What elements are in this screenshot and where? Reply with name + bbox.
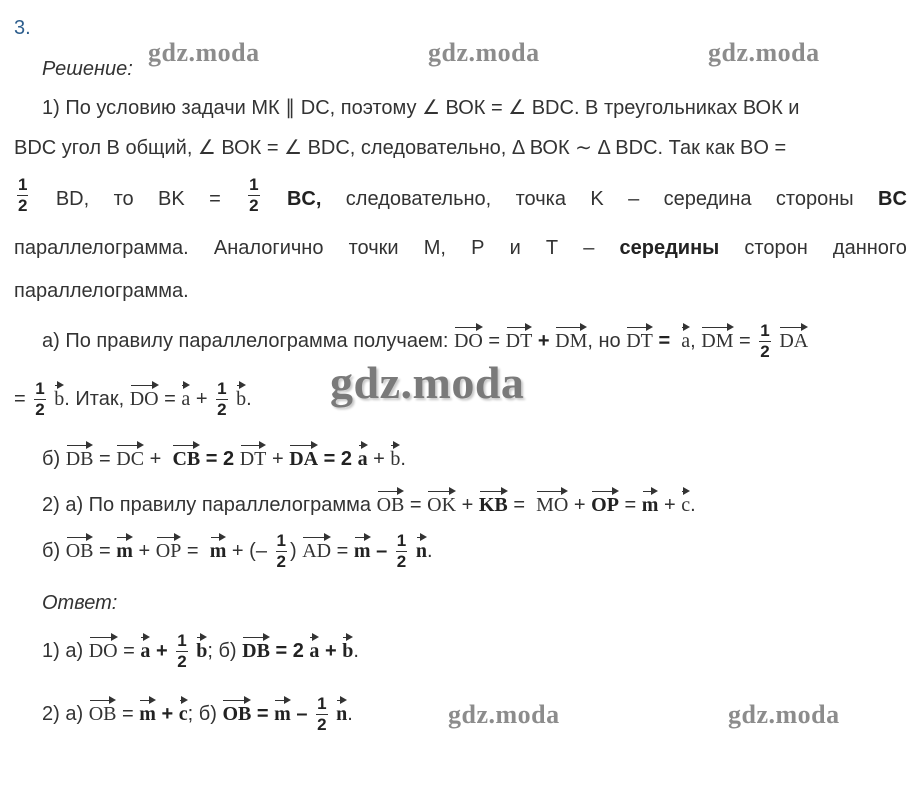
paragraph-1-line-4: параллелограмма. Аналогично точки M, P и T – середины сторон данного xyxy=(14,237,907,259)
fraction-one-half: $\frac{1}{2}$ xyxy=(217,379,227,420)
answer-label: Ответ: xyxy=(42,592,118,614)
paragraph-1-line-5: параллелограмма. xyxy=(14,280,189,302)
answer-1-line: 1) а) DO = a + $\frac{1}{2}$ b; б) DB = 2 a + b. xyxy=(42,631,359,672)
paragraph-1-line-1: 1) По условию задачи МК ∥ DC, поэтому ∠ ВОК = ∠ BDC. В треугольниках ВОК и xyxy=(42,97,800,119)
watermark: gdz.moda xyxy=(728,700,840,729)
fraction-one-half: $\frac{1}{2}$ xyxy=(35,379,45,420)
fraction-one-half: $\frac{1}{2}$ xyxy=(396,531,407,572)
watermark-large: gdz.moda xyxy=(330,357,525,408)
part-2a-line: 2) а) По правилу параллелограмма OB = OK + KB = MO + OP = m + c. xyxy=(42,488,696,517)
fraction-one-half: $\frac{1}{2}$ xyxy=(249,175,259,215)
part-b-line: б) DB = DC + CB = 2 DT + DA = 2 a + b. xyxy=(42,442,406,471)
fraction-one-half: $\frac{1}{2}$ xyxy=(317,694,327,735)
fraction-one-half: $\frac{1}{2}$ xyxy=(177,631,187,672)
task-number: 3. xyxy=(14,17,31,39)
paragraph-1-line-3: 1 2 BD, то BK = $\frac{1}{2}$ BC, следовательно, точка K – середина стороны BC xyxy=(14,176,907,222)
watermark: gdz.moda xyxy=(448,700,560,729)
watermark: gdz.moda xyxy=(148,38,260,67)
watermark: gdz.moda xyxy=(428,38,540,67)
fraction-one-half: $\frac{1}{2}$ xyxy=(760,321,770,362)
part-2b-line: б) OB = m + OP = m + (– $\frac{1}{2}$ ) AD = m – $\frac{1}{2}$ n. xyxy=(42,531,433,572)
fraction-one-half: $\frac{1}{2}$ xyxy=(276,531,286,572)
solution-label: Решение: xyxy=(42,58,133,80)
answer-2-line: 2) а) OB = m + c; б) OB = m – $\frac{1}{2}$ n. xyxy=(42,694,353,735)
paragraph-1-line-2: BDC угол B общий, ∠ ВОК = ∠ BDC, следовательно, Δ ВОК ∼ Δ BDC. Так как BO = xyxy=(14,137,787,159)
part-a-line-2: = $\frac{1}{2}$ b. Итак, DO = a + $\frac{1}{2}$ b. xyxy=(14,379,252,420)
part-a-line-1: а) По правилу параллелограмма получаем: DO = DT + DM, но DT = a, DM = $\frac{1}{2}$ DA xyxy=(42,321,809,362)
fraction-one-half: 1 2 xyxy=(18,175,28,215)
watermark: gdz.moda xyxy=(708,38,820,67)
